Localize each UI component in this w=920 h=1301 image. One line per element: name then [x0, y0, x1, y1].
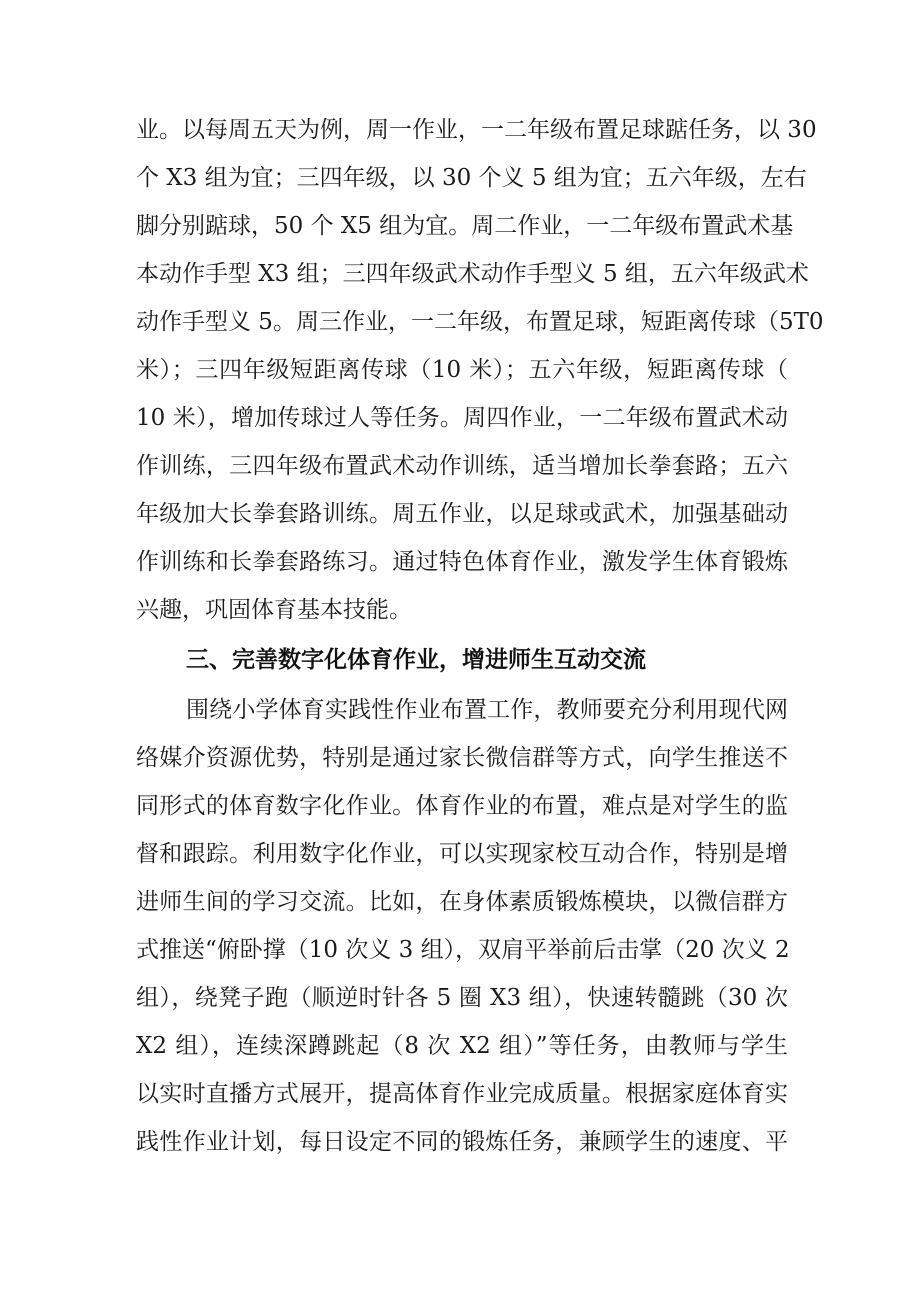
paragraph-line: 本动作手型 X3 组；三四年级武术动作手型义 5 组，五六年级武术 — [136, 261, 809, 287]
paragraph-line: 10 米），增加传球过人等任务。周四作业，一二年级布置武术动 — [136, 405, 788, 431]
paragraph-line: 围绕小学体育实践性作业布置工作，教师要充分利用现代网 — [186, 697, 788, 723]
paragraph-line: 组），绕凳子跑（顺逆时针各 5 圈 X3 组），快速转髓跳（30 次 — [136, 985, 788, 1011]
paragraph-line: 作训练，三四年级布置武术动作训练，适当增加长拳套路；五六 — [136, 453, 788, 479]
paragraph-line: X2 组），连续深蹲跳起（8 次 X2 组）”等任务，由教师与学生 — [136, 1033, 788, 1059]
paragraph-line: 络媒介资源优势，特别是通过家长微信群等方式，向学生推送不 — [136, 745, 788, 771]
paragraph-line: 以实时直播方式展开，提高体育作业完成质量。根据家庭体育实 — [136, 1081, 788, 1107]
paragraph-line: 年级加大长拳套路训练。周五作业，以足球或武术，加强基础动 — [136, 501, 788, 527]
paragraph-line: 式推送“俯卧撑（10 次义 3 组），双肩平举前后击掌（20 次义 2 — [136, 937, 790, 963]
paragraph-line: 兴趣，巩固体育基本技能。 — [136, 597, 412, 623]
paragraph-line: 米）；三四年级短距离传球（10 米）；五六年级，短距离传球（ — [136, 357, 788, 383]
paragraph-line: 脚分别踮球，50 个 X5 组为宜。周二作业，一二年级布置武术基 — [136, 213, 794, 239]
paragraph-line: 同形式的体育数字化作业。体育作业的布置，难点是对学生的监 — [136, 793, 788, 819]
paragraph-line: 动作手型义 5。周三作业，一二年级，布置足球，短距离传球（5T0 — [136, 309, 824, 335]
paragraph-line: 个 X3 组为宜；三四年级，以 30 个义 5 组为宜；五六年级，左右 — [136, 165, 807, 191]
paragraph-line: 践性作业计划，每日设定不同的锻炼任务，兼顾学生的速度、平 — [136, 1129, 788, 1155]
paragraph-line: 业。以每周五天为例，周一作业，一二年级布置足球踮任务，以 30 — [136, 117, 817, 143]
paragraph-line: 督和跟踪。利用数字化作业，可以实现家校互动合作，特别是增 — [136, 841, 788, 867]
paragraph-line: 进师生间的学习交流。比如，在身体素质锻炼模块，以微信群方 — [136, 889, 788, 915]
paragraph-line: 作训练和长拳套路练习。通过特色体育作业，激发学生体育锻炼 — [136, 549, 788, 575]
section-heading: 三、完善数字化体育作业，增进师生互动交流 — [186, 647, 646, 673]
